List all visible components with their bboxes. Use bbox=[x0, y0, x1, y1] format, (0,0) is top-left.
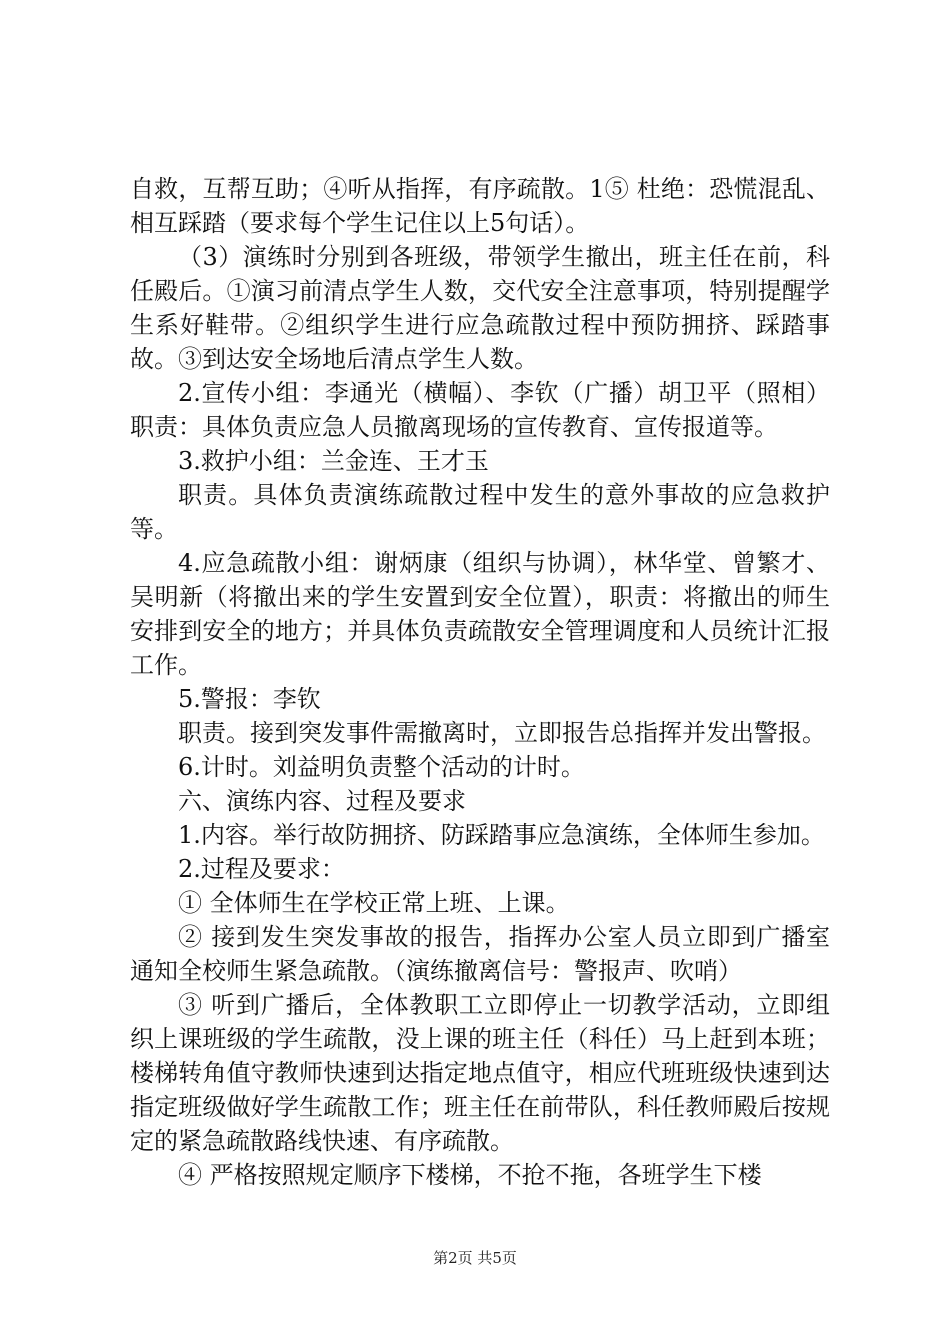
paragraph: 职责。接到突发事件需撤离时，立即报告总指挥并发出警报。 bbox=[178, 719, 826, 747]
paragraph: ① 全体师生在学校正常上班、上课。 bbox=[178, 889, 570, 917]
paragraph: 职责。具体负责演练疏散过程中发生的意外事故的应急救护等。 bbox=[130, 481, 830, 543]
paragraph: 3.救护小组：兰金连、王才玉 bbox=[178, 447, 489, 475]
paragraph: ④ 严格按照规定顺序下楼梯，不抢不拖，各班学生下楼 bbox=[178, 1161, 762, 1189]
paragraph: 2.宣传小组：李通光（横幅）、李钦（广播）胡卫平（照相）职责：具体负责应急人员撤离现场的宣传教育、宣传报道等。 bbox=[130, 379, 830, 441]
paragraph: 2.过程及要求： bbox=[178, 855, 345, 883]
paragraph: ② 接到发生突发事故的报告，指挥办公室人员立即到广播室通知全校师生紧急疏散。（演练撤离信号：警报声、吹哨） bbox=[130, 923, 830, 985]
paragraph: 1.内容。举行故防拥挤、防踩踏事应急演练，全体师生参加。 bbox=[178, 821, 825, 849]
paragraph: ③ 听到广播后，全体教职工立即停止一切教学活动，立即组织上课班级的学生疏散，没上课的班主任（科任）马上赶到本班；楼梯转角值守教师快速到达指定地点值守，相应代班班级快速到达指定班级做好学生疏散工作；班主任在前带队，科任教师殿后按规定的紧急疏散路线快速、有序疏散。 bbox=[130, 991, 830, 1155]
paragraph: 6.计时。刘益明负责整个活动的计时。 bbox=[178, 753, 585, 781]
paragraph: （3）演练时分别到各班级，带领学生撤出，班主任在前，科任殿后。①演习前清点学生人数，交代安全注意事项，特别提醒学生系好鞋带。②组织学生进行应急疏散过程中预防拥挤、踩踏事故。③到达安全场地后清点学生人数。 bbox=[130, 243, 830, 373]
paragraph: 5.警报：李钦 bbox=[178, 685, 321, 713]
document-body bbox=[130, 172, 830, 1192]
paragraph: 六、演练内容、过程及要求 bbox=[178, 787, 466, 815]
paragraph: 自救，互帮互助；④听从指挥，有序疏散。1⑤ 杜绝：恐慌混乱、相互踩踏（要求每个学生记住以上5句话）。 bbox=[130, 175, 830, 237]
paragraph: 4.应急疏散小组：谢炳康（组织与协调），林华堂、曾繁才、吴明新（将撤出来的学生安置到安全位置），职责：将撤出的师生安排到安全的地方；并具体负责疏散安全管理调度和人员统计汇报工作。 bbox=[130, 549, 830, 679]
page-footer: 第2页 共5页 bbox=[433, 1249, 517, 1267]
